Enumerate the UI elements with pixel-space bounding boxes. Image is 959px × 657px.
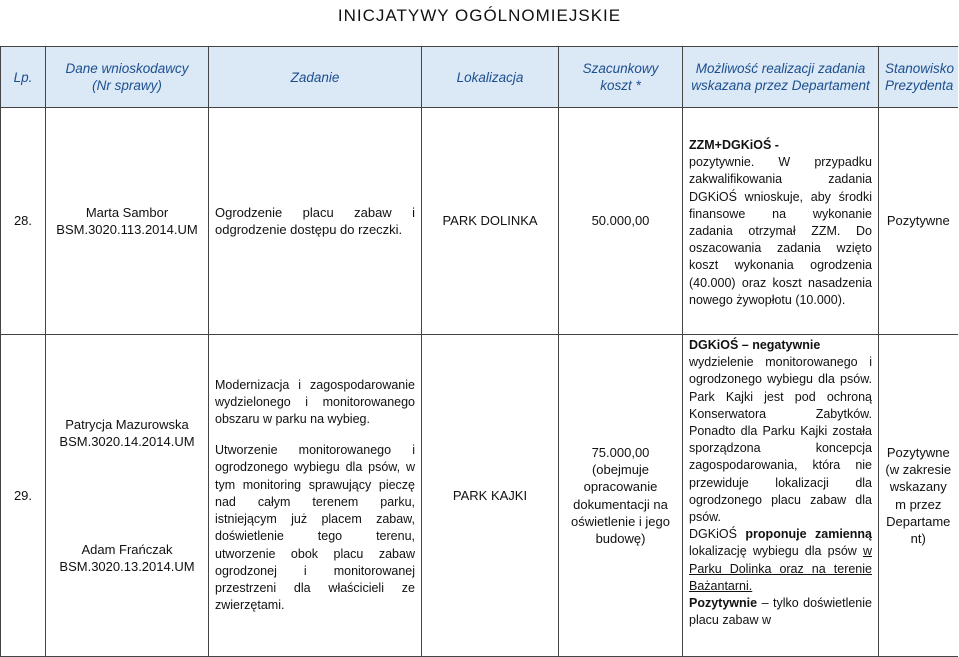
row-feasibility: DGKiOŚ – negatywnie wydzielenie monitorowanego i ogrodzonego wybiegu dla psów. Park Kajki jest pod ochroną Konserwatora Zabytków. Ponadto dla Parku Kajki została sporządzona koncepcja zagospodarowania, która nie przewiduje lokalizacji dla ogrodzonego placu zabaw dla psów. DGKiOŚ proponuje zamienną lokalizację wybiegu dla psów w Parku Dolinka oraz na terenie Bażantarni. Pozytywnie – tylko doświetlenie placu zabaw w	[683, 335, 879, 657]
header-position: Stanowisko Prezydenta	[879, 47, 958, 108]
header-feasibility: Możliwość realizacji zadania wskazana przez Departament	[683, 47, 879, 108]
initiatives-table	[0, 46, 958, 657]
row-task: Ogrodzenie placu zabaw i odgrodzenie dostępu do rzeczki.	[209, 108, 422, 335]
header-location: Lokalizacja	[422, 47, 559, 108]
row-task: Modernizacja i zagospodarowanie wydzielonego i monitorowanego obszaru w parku na wybieg. Utworzenie monitorowanego i ogrodzonego wybiegu dla psów, w tym monitoring sprawujący pieczę nad całym terenem parku, istniejącym już placem zabaw, doświetlenie tego terenu, utworzenie obok placu zabaw ogrodzonej i monitorowanej przestrzeni dla właścicieli ze zwierzętami.	[209, 335, 422, 657]
row-location: PARK DOLINKA	[422, 108, 559, 335]
table-header-row	[1, 47, 958, 108]
row-position: Pozytywne	[879, 108, 958, 335]
feasibility-link: w Parku Dolinka oraz na terenie Bażantarni.	[689, 544, 872, 593]
row-applicant: Marta Sambor BSM.3020.113.2014.UM	[46, 108, 209, 335]
header-applicant: Dane wnioskodawcy (Nr sprawy)	[46, 47, 209, 108]
header-task: Zadanie	[209, 47, 422, 108]
header-cost: Szacunkowy koszt *	[559, 47, 683, 108]
row-location: PARK KAJKI	[422, 335, 559, 657]
row-position: Pozytywne (w zakresie wskazany m przez Departame nt)	[879, 335, 958, 657]
page-title: INICJATYWY OGÓLNOMIEJSKIE	[337, 6, 622, 25]
row-cost: 50.000,00	[559, 108, 683, 335]
row-cost: 75.000,00 (obejmuje opracowanie dokumentacji na oświetlenie i jego budowę)	[559, 335, 683, 657]
table-row	[1, 335, 958, 657]
row-feasibility: ZZM+DGKiOŚ - pozytywnie. W przypadku zakwalifikowania zadania DGKiOŚ wnioskuje, aby środki finansowe na wykonanie zadania otrzymał ZZM. Do oszacowania zadania wzięto koszt wykonania ogrodzenia (40.000) oraz koszt nasadzenia nowego żywopłotu (10.000).	[683, 108, 879, 335]
row-lp: 28.	[1, 108, 46, 335]
header-lp: Lp.	[1, 47, 46, 108]
row-applicant: Patrycja Mazurowska BSM.3020.14.2014.UM Adam Frańczak BSM.3020.13.2014.UM	[46, 335, 209, 657]
row-lp: 29.	[1, 335, 46, 657]
table-row	[1, 108, 958, 335]
